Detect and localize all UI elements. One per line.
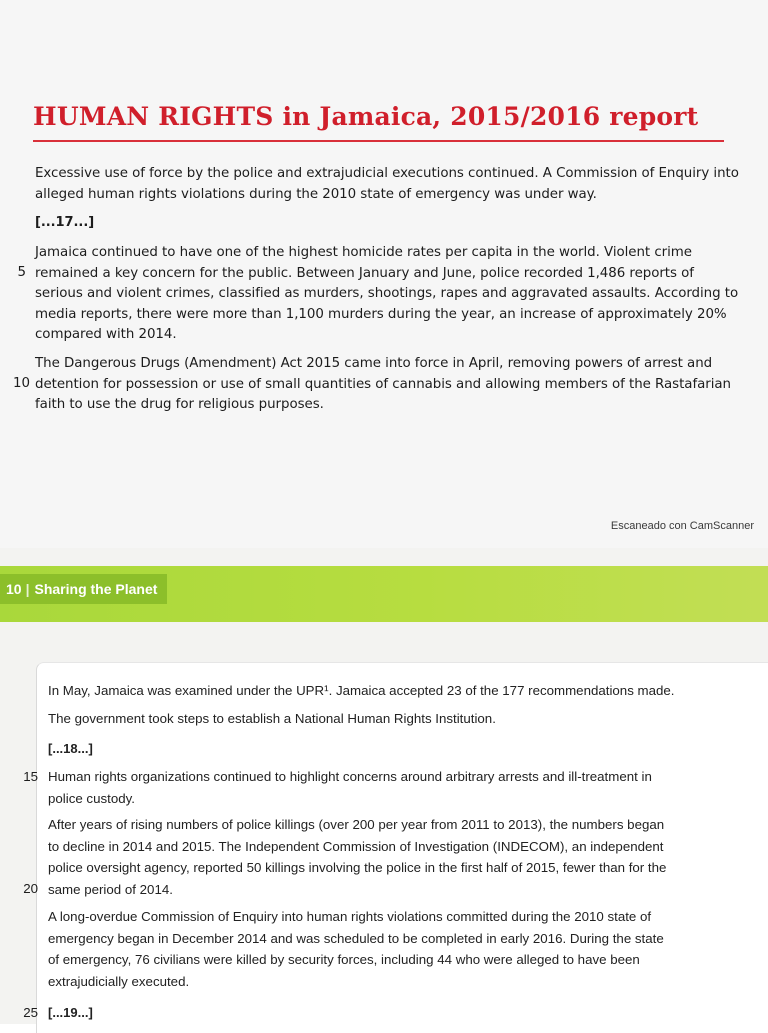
paragraph-intro bbox=[35, 164, 750, 205]
text-line: of emergency, 76 civilians were killed by security forces, including 44 who were alleged to have been bbox=[48, 952, 640, 967]
text-line: The government took steps to establish a National Human Rights Institution. bbox=[48, 711, 496, 726]
section-marker-18 bbox=[48, 738, 758, 760]
paragraph-drugs-act bbox=[35, 354, 750, 416]
text-line: extrajudicially executed. bbox=[48, 973, 190, 989]
marker-text: [...17...] bbox=[35, 215, 95, 230]
bottom-book-page bbox=[0, 548, 768, 1024]
page-title: HUMAN RIGHTS in Jamaica, 2015/2016 report bbox=[33, 102, 699, 131]
text-line: police oversight agency, reported 50 killings involving the police in the first half of 2015, fewer than for the bbox=[48, 860, 667, 875]
chapter-title: Sharing the Planet bbox=[34, 581, 158, 597]
text-line: same period of 2014. bbox=[48, 881, 173, 897]
chapter-tab bbox=[0, 574, 167, 604]
scan-watermark: Escaneado con CamScanner bbox=[610, 520, 754, 532]
text-line: police custody. bbox=[48, 790, 135, 806]
text-line: to decline in 2014 and 2015. The Independent Commission of Investigation (INDECOM), an independent bbox=[48, 838, 664, 854]
text-line: The Dangerous Drugs (Amendment) Act 2015 came into force in April, removing powers of arrest and bbox=[35, 356, 713, 371]
line-number-20: 20 bbox=[23, 881, 38, 896]
marker-text: [...19...] bbox=[48, 1005, 93, 1020]
text-line: Excessive use of force by the police and extrajudicial executions continued. A Commission of Enquiry into bbox=[35, 166, 739, 181]
text-line: remained a key concern for the public. Between January and June, police recorded 1,486 reports of bbox=[35, 265, 694, 281]
text-line: After years of rising numbers of police killings (over 200 per year from 2011 to 2013), the numbers began bbox=[48, 817, 665, 832]
text-line: alleged human rights violations during the 2010 state of emergency was under way. bbox=[35, 186, 597, 202]
marker-text: [...18...] bbox=[48, 741, 93, 756]
text-line: A long-overdue Commission of Enquiry into human rights violations committed during the 2010 state of bbox=[48, 909, 652, 924]
line-number-10: 10 bbox=[12, 376, 30, 391]
title-underline bbox=[33, 140, 724, 142]
paragraph-nhri bbox=[48, 708, 758, 730]
paragraph-police-killings bbox=[48, 814, 758, 900]
paragraph-arbitrary-arrests bbox=[48, 766, 758, 809]
chapter-separator: | bbox=[25, 581, 30, 597]
text-line: media reports, there were more than 1,100 murders during the year, an increase of approximately 20% bbox=[35, 306, 727, 322]
line-number-15: 15 bbox=[23, 769, 38, 784]
text-line: faith to use the drug for religious purposes. bbox=[35, 397, 324, 412]
text-line: emergency began in December 2014 and was scheduled to be completed in early 2016. During the state bbox=[48, 930, 664, 946]
text-line: compared with 2014. bbox=[35, 327, 177, 342]
text-line: Jamaica continued to have one of the highest homicide rates per capita in the world. Violent crime bbox=[35, 245, 692, 260]
text-line: detention for possession or use of small quantities of cannabis and allowing members of the Rastafarian bbox=[35, 376, 731, 392]
text-line: In May, Jamaica was examined under the UPR¹. Jamaica accepted 23 of the 177 recommendations made. bbox=[48, 683, 675, 698]
text-line: serious and violent crimes, classified as murders, shootings, rapes and aggravated assaults. According to bbox=[35, 286, 739, 301]
line-number-5: 5 bbox=[17, 265, 26, 280]
chapter-number: 10 bbox=[6, 581, 22, 597]
line-number-25: 25 bbox=[23, 1005, 38, 1020]
paragraph-commission-enquiry bbox=[48, 906, 758, 992]
section-marker-17 bbox=[35, 213, 750, 234]
section-marker-19 bbox=[48, 1002, 758, 1024]
text-line: Human rights organizations continued to highlight concerns around arbitrary arrests and ill-treatment in bbox=[48, 769, 652, 784]
paragraph-homicide bbox=[35, 243, 750, 346]
paragraph-upr bbox=[48, 680, 758, 702]
